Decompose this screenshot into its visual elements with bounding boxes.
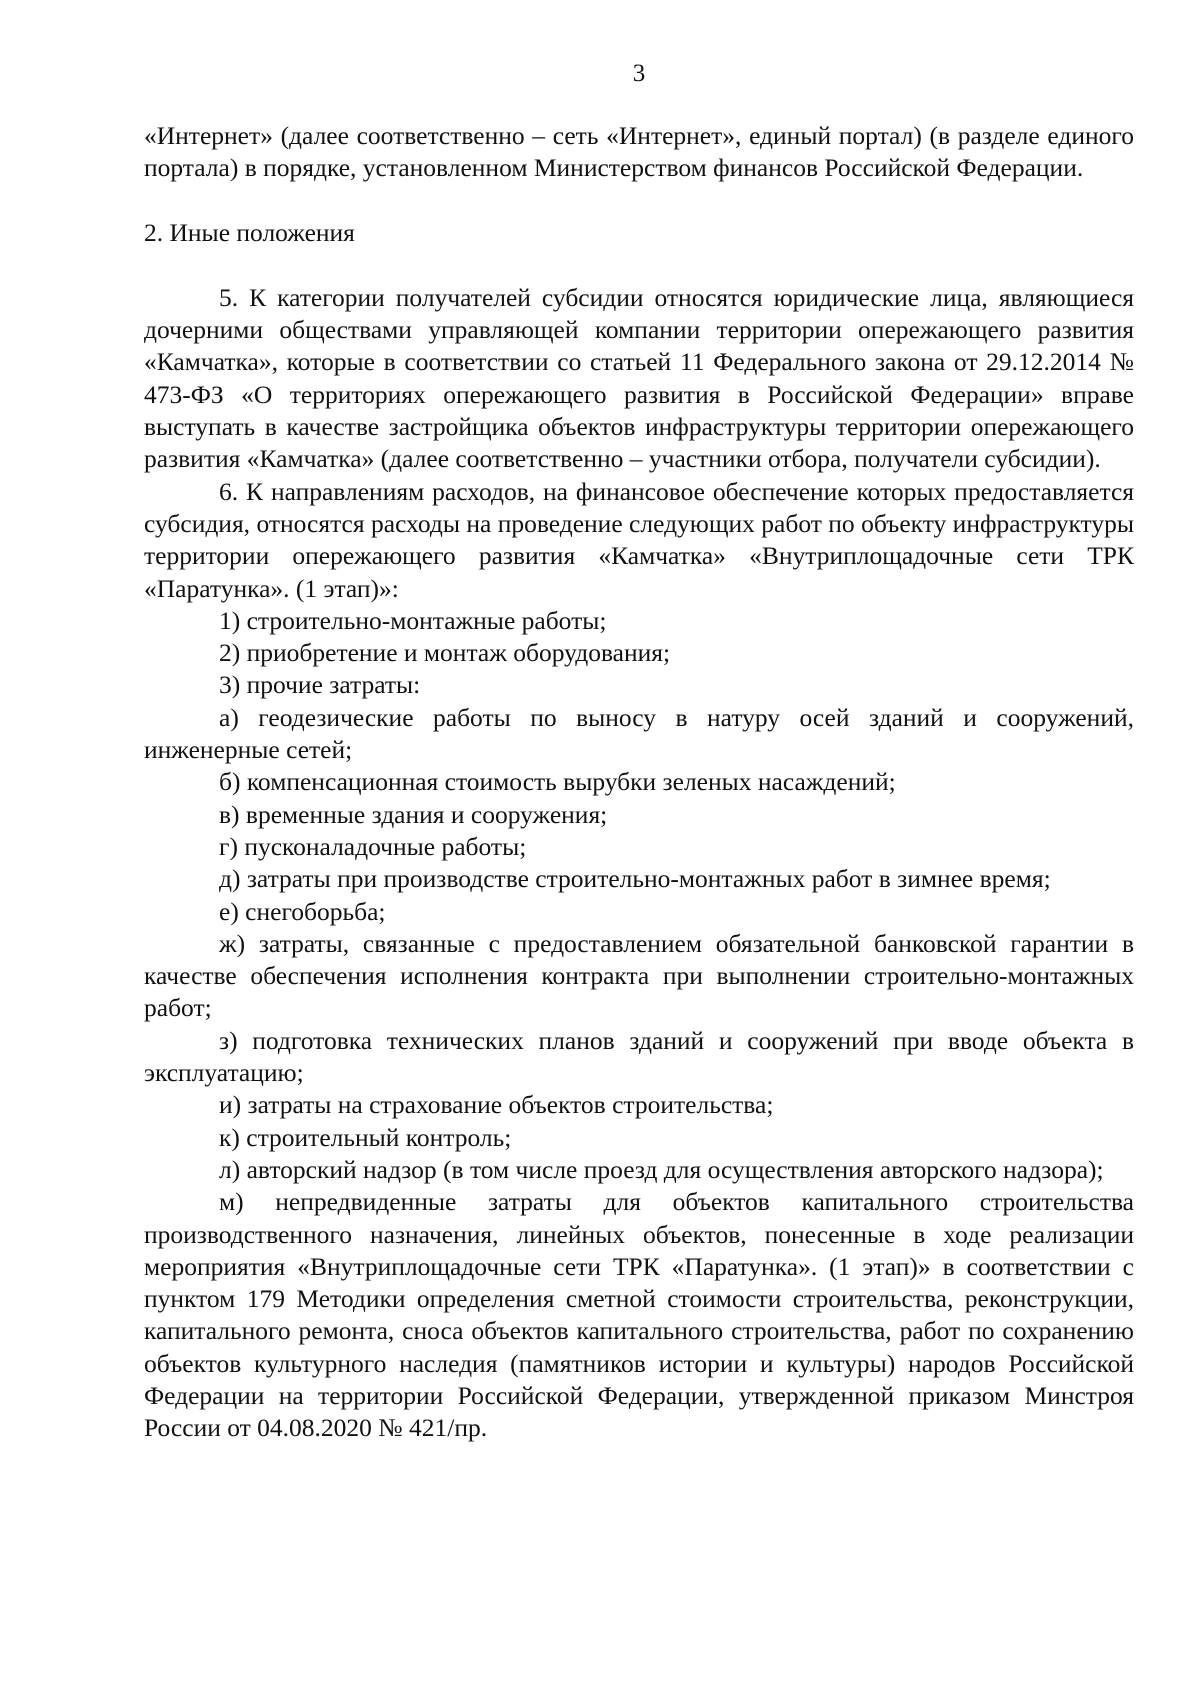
document-page [144,0,1134,1697]
list-item-1: 1) строительно-монтажные работы; [219,605,607,635]
subitem-a: а) геодезические работы по выносу в натуру осей зданий и сооружений, инженерные сетей; [144,702,1134,765]
list-item-2: 2) приобретение и монтаж оборудования; [219,638,671,668]
intro-paragraph: «Интернет» (далее соответственно – сеть «Интернет», единый портал) (в разделе единого портала) в порядке, установленном Министерством финансов Российской Федерации. [144,121,1134,183]
paragraph-5: 5. К категории получателей субсидии относятся юридические лица, являющиеся дочерними обществами управляющей компании территории опережающего развития «Камчатка», которые в соответствии со статьей 11 Федерального закона от 29.12.2014 № 473-ФЗ «О территориях опережающего развития в Российской Федерации» вправе выступать в качестве застройщика объектов инфраструктуры территории опережающего развития «Камчатка» (далее соответственно – участники отбора, получатели субсидии). [144,282,1134,474]
subitem-e: е) снегоборьба; [219,896,386,926]
subitem-d: д) затраты при производстве строительно-монтажных работ в зимнее время; [219,864,1051,894]
subitem-g: г) пусконаладочные работы; [219,831,527,861]
subitem-i: и) затраты на страхование объектов строительства; [219,1090,774,1120]
paragraph-6: 6. К направлениям расходов, на финансовое обеспечение которых предоставляется субсидия, относятся расходы на проведение следующих работ по объекту инфраструктуры территории опережающего развития «Камчатка» «Внутриплощадочные сети ТРК «Паратунка». (1 этап)»: [144,476,1134,603]
list-item-3: 3) прочие затраты: [219,670,421,700]
page-number: 3 [632,60,646,87]
subitem-z: з) подготовка технических планов зданий и сооружений при вводе объекта в эксплуатацию; [144,1025,1134,1088]
subitem-k: к) строительный контроль; [219,1122,512,1152]
subitem-m: м) непредвиденные затраты для объектов капитального строительства производственного назначения, линейных объектов, понесенные в ходе реализации мероприятия «Внутриплощадочные сети ТРК «Паратунка». (1 этап)» в соответствии с пунктом 179 Методики определения сметной стоимости строительства, реконструкции, капитального ремонта, сноса объектов капитального строительства, работ по сохранению объектов культурного наследия (памятников истории и культуры) народов Российской Федерации на территории Российской Федерации, утвержденной приказом Минстроя России от 04.08.2020 № 421/пр. [144,1187,1134,1443]
subitem-zh: ж) затраты, связанные с предоставлением обязательной банковской гарантии в качестве обеспечения исполнения контракта при выполнении строительно-монтажных работ; [144,928,1134,1023]
subitem-l: л) авторский надзор (в том числе проезд для осуществления авторского надзора); [219,1154,1104,1184]
subitem-b: б) компенсационная стоимость вырубки зеленых насаждений; [219,767,896,797]
subitem-v: в) временные здания и сооружения; [219,799,608,829]
document-body [144,120,1134,1445]
section-heading: 2. Иные положения [144,217,355,247]
